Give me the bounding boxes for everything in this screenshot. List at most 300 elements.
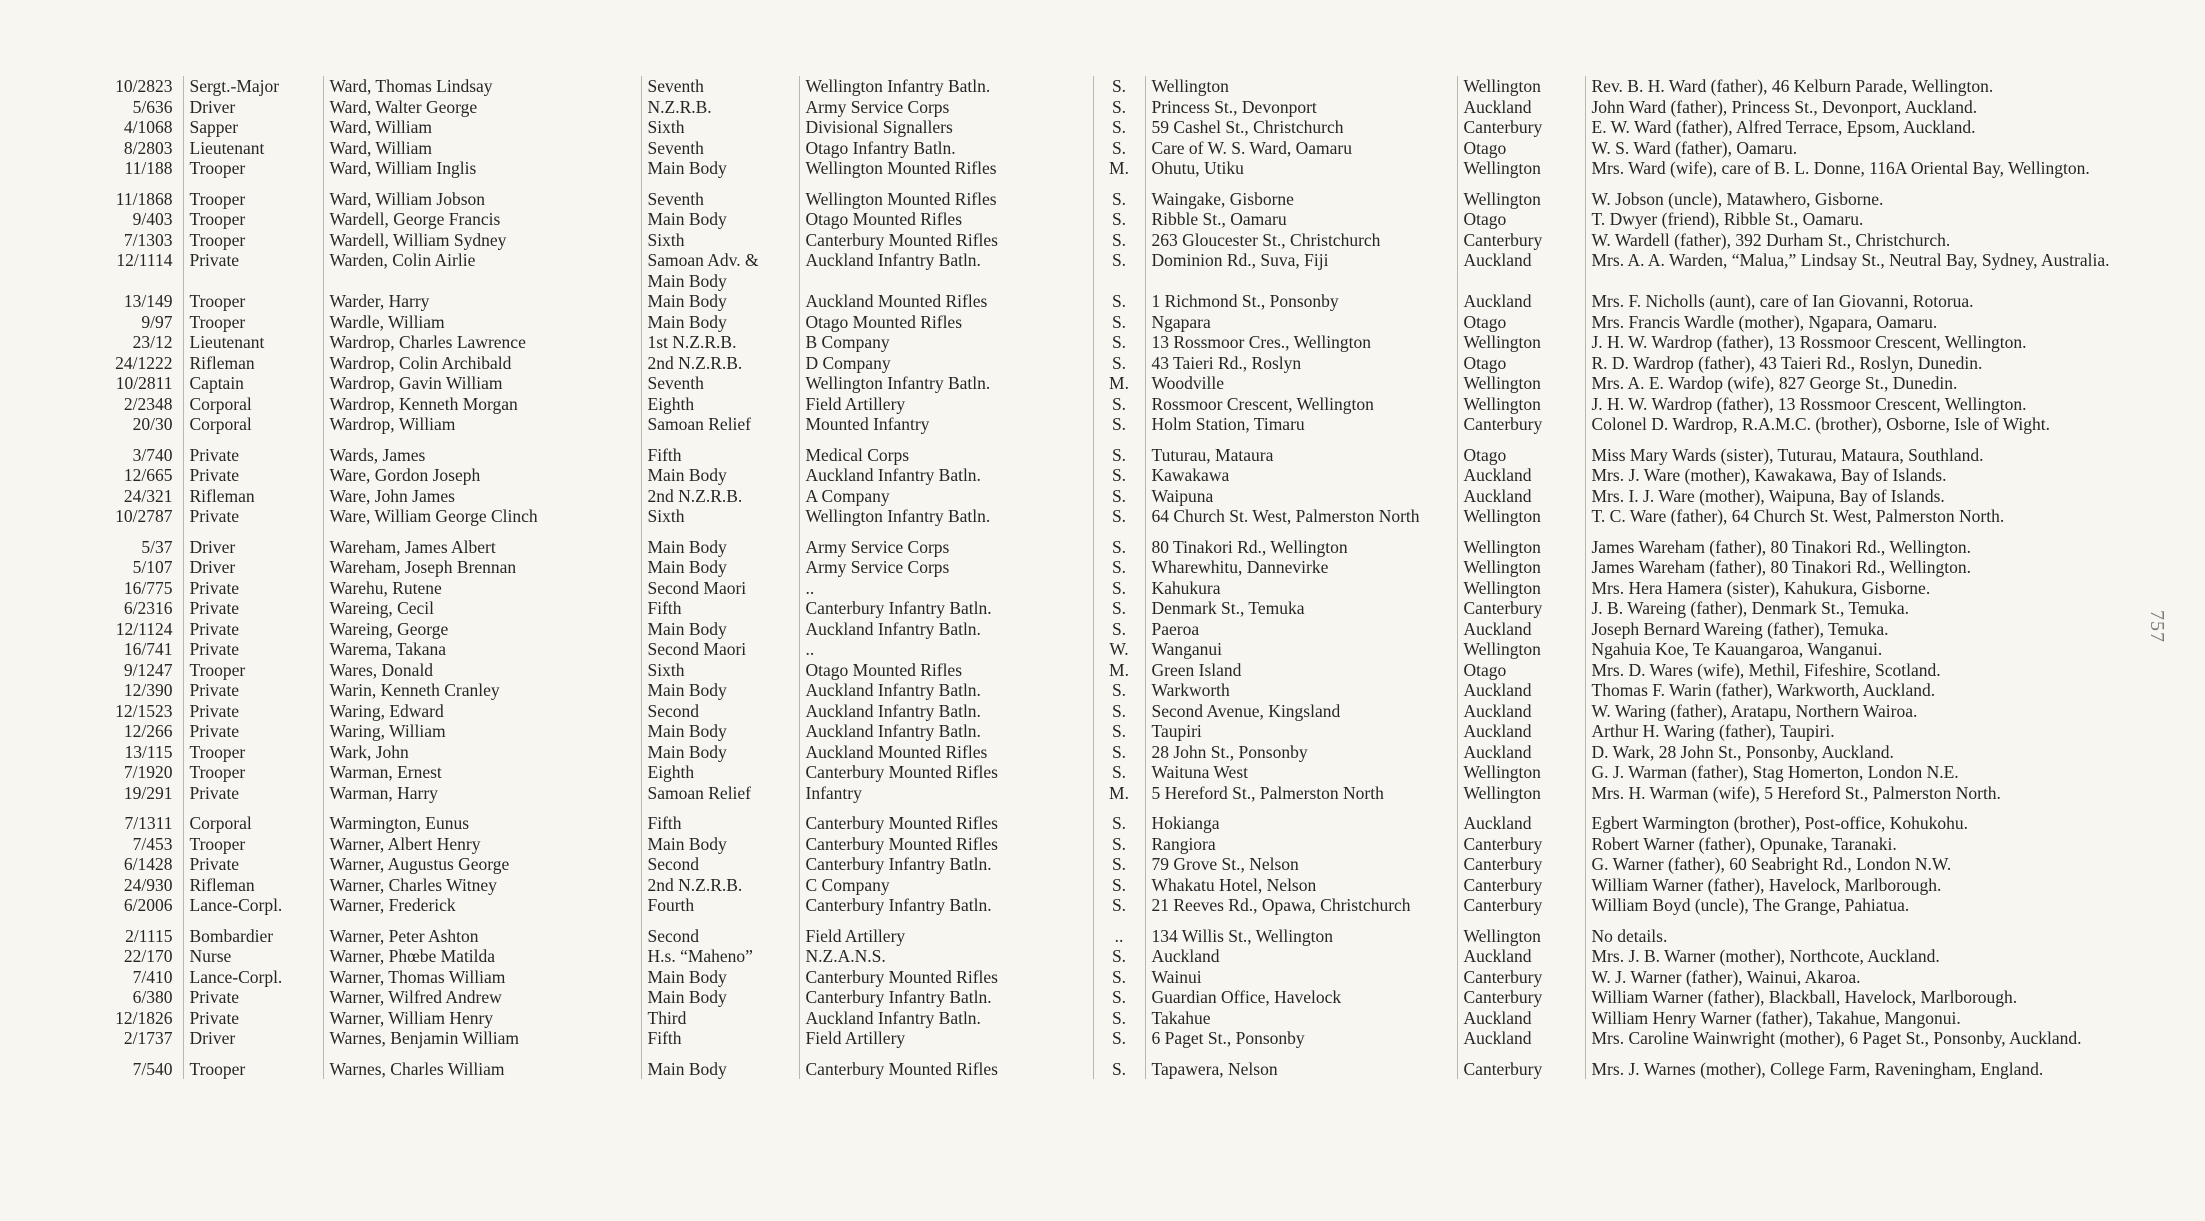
service-number-cell: 12/665	[85, 465, 183, 486]
service-number-cell: 10/2787	[85, 506, 183, 527]
unit-cell: Wellington Mounted Rifles	[799, 158, 1093, 179]
unit-cell: Canterbury Mounted Rifles	[799, 967, 1093, 988]
marital-status-cell: S.	[1093, 946, 1145, 967]
draft-cell: 1st N.Z.R.B.	[641, 332, 799, 353]
marital-status-cell: S.	[1093, 353, 1145, 374]
district-cell: Canterbury	[1457, 1049, 1585, 1080]
service-number-cell: 2/1737	[85, 1028, 183, 1049]
next-of-kin-cell: William Warner (father), Blackball, Havelock, Marlborough.	[1591, 987, 2018, 1007]
marital-status-cell: S.	[1093, 721, 1145, 742]
marital-status-cell: S.	[1093, 1049, 1145, 1080]
unit-cell: Mounted Infantry	[799, 414, 1093, 435]
nominal-roll-table	[85, 76, 2140, 1079]
address-cell: Waipuna	[1145, 486, 1457, 507]
table-row	[85, 250, 2140, 291]
table-row	[85, 854, 2140, 875]
address-cell: Green Island	[1145, 660, 1457, 681]
marital-status-cell: M.	[1093, 158, 1145, 179]
draft-cell: Main Body	[641, 527, 799, 558]
address-cell: Holm Station, Timaru	[1145, 414, 1457, 435]
table-row	[85, 557, 2140, 578]
soldier-name-cell: Warnes, Charles William	[323, 1049, 641, 1080]
table-row	[85, 506, 2140, 527]
district-cell: Auckland	[1457, 97, 1585, 118]
page-number: 757	[2146, 610, 2168, 643]
rank-cell: Corporal	[183, 394, 323, 415]
soldier-name-cell: Warehu, Rutene	[323, 578, 641, 599]
address-cell: 80 Tinakori Rd., Wellington	[1145, 527, 1457, 558]
table-row	[85, 117, 2140, 138]
next-of-kin-cell: No details.	[1591, 925, 1668, 946]
draft-cell: Eighth	[641, 762, 799, 783]
next-of-kin-cell: William Henry Warner (father), Takahue, Mangonui.	[1591, 1007, 1961, 1028]
rank-cell: Private	[183, 854, 323, 875]
table-row	[85, 834, 2140, 855]
rank-cell: Trooper	[183, 209, 323, 230]
address-cell: Wellington	[1145, 76, 1457, 97]
draft-cell: Second	[641, 916, 799, 947]
rank-cell: Captain	[183, 373, 323, 394]
unit-cell: Field Artillery	[799, 916, 1093, 947]
soldier-name-cell: Warner, Augustus George	[323, 854, 641, 875]
draft-cell: Main Body	[641, 158, 799, 179]
draft-cell: Main Body	[641, 1049, 799, 1080]
unit-cell: A Company	[799, 486, 1093, 507]
address-cell: 263 Gloucester St., Christchurch	[1145, 230, 1457, 251]
district-cell: Auckland	[1457, 680, 1585, 701]
unit-cell: ..	[799, 578, 1093, 599]
soldier-name-cell: Ware, William George Clinch	[323, 506, 641, 527]
district-cell: Auckland	[1457, 486, 1585, 507]
marital-status-cell: S.	[1093, 332, 1145, 353]
rank-cell: Lieutenant	[183, 332, 323, 353]
soldier-name-cell: Ward, William Jobson	[323, 179, 641, 210]
district-cell: Auckland	[1457, 701, 1585, 722]
next-of-kin-cell: James Wareham (father), 80 Tinakori Rd., Wellington.	[1591, 557, 1972, 577]
service-number-cell: 20/30	[85, 414, 183, 435]
next-of-kin-cell: Mrs. F. Nicholls (aunt), care of Ian Giovanni, Rotorua.	[1591, 291, 1974, 311]
marital-status-cell: S.	[1093, 414, 1145, 435]
unit-cell: Canterbury Infantry Batln.	[799, 987, 1093, 1008]
address-cell: Waituna West	[1145, 762, 1457, 783]
unit-cell: Canterbury Mounted Rifles	[799, 803, 1093, 834]
marital-status-cell: S.	[1093, 435, 1145, 466]
soldier-name-cell: Wark, John	[323, 742, 641, 763]
address-cell: Dominion Rd., Suva, Fiji	[1145, 250, 1457, 291]
rank-cell: Driver	[183, 527, 323, 558]
rank-cell: Rifleman	[183, 353, 323, 374]
marital-status-cell: M.	[1093, 373, 1145, 394]
next-of-kin-cell: Mrs. D. Wares (wife), Methil, Fifeshire, Scotland.	[1591, 659, 1941, 680]
unit-cell: Otago Mounted Rifles	[799, 209, 1093, 230]
district-cell: Auckland	[1457, 803, 1585, 834]
soldier-name-cell: Ware, John James	[323, 486, 641, 507]
service-number-cell: 24/930	[85, 875, 183, 896]
draft-cell: Samoan Relief	[641, 414, 799, 435]
soldier-name-cell: Warin, Kenneth Cranley	[323, 680, 641, 701]
address-cell: 134 Willis St., Wellington	[1145, 916, 1457, 947]
soldier-name-cell: Warner, Wilfred Andrew	[323, 987, 641, 1008]
district-cell: Wellington	[1457, 527, 1585, 558]
draft-cell: Seventh	[641, 179, 799, 210]
rank-cell: Private	[183, 680, 323, 701]
soldier-name-cell: Ward, Walter George	[323, 97, 641, 118]
rank-cell: Sergt.-Major	[183, 76, 323, 97]
district-cell: Auckland	[1457, 1008, 1585, 1029]
next-of-kin-cell: D. Wark, 28 John St., Ponsonby, Auckland.	[1591, 741, 1894, 762]
address-cell: Whakatu Hotel, Nelson	[1145, 875, 1457, 896]
address-cell: Warkworth	[1145, 680, 1457, 701]
service-number-cell: 23/12	[85, 332, 183, 353]
address-cell: 43 Taieri Rd., Roslyn	[1145, 353, 1457, 374]
marital-status-cell: S.	[1093, 803, 1145, 834]
rank-cell: Private	[183, 639, 323, 660]
soldier-name-cell: Warner, Frederick	[323, 895, 641, 916]
service-number-cell: 4/1068	[85, 117, 183, 138]
district-cell: Otago	[1457, 312, 1585, 333]
draft-cell: Main Body	[641, 557, 799, 578]
district-cell: Wellington	[1457, 783, 1585, 804]
unit-cell: Wellington Infantry Batln.	[799, 76, 1093, 97]
unit-cell: N.Z.A.N.S.	[799, 946, 1093, 967]
service-number-cell: 16/775	[85, 578, 183, 599]
table-row	[85, 209, 2140, 230]
marital-status-cell: S.	[1093, 1008, 1145, 1029]
marital-status-cell: S.	[1093, 1028, 1145, 1049]
district-cell: Wellington	[1457, 916, 1585, 947]
table-row	[85, 783, 2140, 804]
district-cell: Auckland	[1457, 250, 1585, 291]
unit-cell: Auckland Infantry Batln.	[799, 680, 1093, 701]
address-cell: 5 Hereford St., Palmerston North	[1145, 783, 1457, 804]
draft-cell: Main Body	[641, 742, 799, 763]
service-number-cell: 10/2811	[85, 373, 183, 394]
draft-cell: 2nd N.Z.R.B.	[641, 486, 799, 507]
marital-status-cell: S.	[1093, 619, 1145, 640]
address-cell: Second Avenue, Kingsland	[1145, 701, 1457, 722]
soldier-name-cell: Warmington, Eunus	[323, 803, 641, 834]
marital-status-cell: S.	[1093, 854, 1145, 875]
district-cell: Auckland	[1457, 946, 1585, 967]
next-of-kin-cell: G. J. Warman (father), Stag Homerton, London N.E.	[1591, 762, 1959, 782]
rank-cell: Trooper	[183, 1049, 323, 1080]
soldier-name-cell: Ward, William	[323, 138, 641, 159]
unit-cell: Canterbury Mounted Rifles	[799, 762, 1093, 783]
address-cell: Auckland	[1145, 946, 1457, 967]
marital-status-cell: S.	[1093, 895, 1145, 916]
soldier-name-cell: Wareham, James Albert	[323, 527, 641, 558]
address-cell: Denmark St., Temuka	[1145, 598, 1457, 619]
soldier-name-cell: Warman, Ernest	[323, 762, 641, 783]
soldier-name-cell: Wareham, Joseph Brennan	[323, 557, 641, 578]
marital-status-cell: ..	[1093, 916, 1145, 947]
service-number-cell: 10/2823	[85, 76, 183, 97]
rank-cell: Private	[183, 783, 323, 804]
draft-cell: 2nd N.Z.R.B.	[641, 353, 799, 374]
rank-cell: Trooper	[183, 742, 323, 763]
unit-cell: Auckland Mounted Rifles	[799, 291, 1093, 312]
rank-cell: Private	[183, 465, 323, 486]
draft-cell: Seventh	[641, 76, 799, 97]
soldier-name-cell: Ward, Thomas Lindsay	[323, 76, 641, 97]
marital-status-cell: S.	[1093, 250, 1145, 291]
service-number-cell: 12/266	[85, 721, 183, 742]
draft-cell: Fifth	[641, 435, 799, 466]
district-cell: Canterbury	[1457, 598, 1585, 619]
unit-cell: Field Artillery	[799, 1028, 1093, 1049]
service-number-cell: 7/1303	[85, 230, 183, 251]
draft-cell: Sixth	[641, 506, 799, 527]
rank-cell: Corporal	[183, 803, 323, 834]
table-row	[85, 332, 2140, 353]
unit-cell: Auckland Infantry Batln.	[799, 701, 1093, 722]
address-cell: Kawakawa	[1145, 465, 1457, 486]
marital-status-cell: S.	[1093, 967, 1145, 988]
district-cell: Canterbury	[1457, 895, 1585, 916]
marital-status-cell: S.	[1093, 578, 1145, 599]
service-number-cell: 2/1115	[85, 916, 183, 947]
next-of-kin-cell: J. B. Wareing (father), Denmark St., Temuka.	[1591, 598, 1909, 618]
table-row	[85, 291, 2140, 312]
address-cell: Princess St., Devonport	[1145, 97, 1457, 118]
next-of-kin-cell: W. J. Warner (father), Wainui, Akaroa.	[1591, 966, 1861, 987]
table-row	[85, 680, 2140, 701]
marital-status-cell: S.	[1093, 209, 1145, 230]
service-number-cell: 24/1222	[85, 353, 183, 374]
address-cell: 21 Reeves Rd., Opawa, Christchurch	[1145, 895, 1457, 916]
rank-cell: Trooper	[183, 230, 323, 251]
table-row	[85, 138, 2140, 159]
soldier-name-cell: Warder, Harry	[323, 291, 641, 312]
service-number-cell: 7/1920	[85, 762, 183, 783]
unit-cell: Canterbury Infantry Batln.	[799, 598, 1093, 619]
next-of-kin-cell: G. Warner (father), 60 Seabright Rd., London N.W.	[1591, 854, 1952, 874]
table-row	[85, 353, 2140, 374]
unit-cell: B Company	[799, 332, 1093, 353]
service-number-cell: 5/107	[85, 557, 183, 578]
district-cell: Otago	[1457, 435, 1585, 466]
soldier-name-cell: Ward, William Inglis	[323, 158, 641, 179]
unit-cell: Canterbury Infantry Batln.	[799, 854, 1093, 875]
rank-cell: Rifleman	[183, 875, 323, 896]
unit-cell: C Company	[799, 875, 1093, 896]
address-cell: 13 Rossmoor Cres., Wellington	[1145, 332, 1457, 353]
rank-cell: Driver	[183, 557, 323, 578]
next-of-kin-cell: Colonel D. Wardrop, R.A.M.C. (brother), Osborne, Isle of Wight.	[1591, 414, 2050, 434]
draft-cell: Main Body	[641, 834, 799, 855]
next-of-kin-cell: Mrs. Ward (wife), care of B. L. Donne, 116A Oriental Bay, Wellington.	[1591, 158, 2090, 178]
rank-cell: Trooper	[183, 291, 323, 312]
draft-cell: 2nd N.Z.R.B.	[641, 875, 799, 896]
next-of-kin-cell: Mrs. H. Warman (wife), 5 Hereford St., Palmerston North.	[1591, 782, 2001, 803]
next-of-kin-cell: T. C. Ware (father), 64 Church St. West, Palmerston North.	[1591, 506, 2005, 526]
address-cell: Ribble St., Oamaru	[1145, 209, 1457, 230]
next-of-kin-cell: J. H. W. Wardrop (father), 13 Rossmoor Crescent, Wellington.	[1591, 393, 2027, 414]
next-of-kin-cell: Mrs. I. J. Ware (mother), Waipuna, Bay of Islands.	[1591, 485, 1945, 506]
draft-cell: Main Body	[641, 465, 799, 486]
marital-status-cell: S.	[1093, 312, 1145, 333]
next-of-kin-cell: Mrs. Caroline Wainwright (mother), 6 Paget St., Ponsonby, Auckland.	[1591, 1028, 2082, 1048]
soldier-name-cell: Warner, Albert Henry	[323, 834, 641, 855]
service-number-cell: 7/453	[85, 834, 183, 855]
district-cell: Otago	[1457, 209, 1585, 230]
table-row	[85, 465, 2140, 486]
service-number-cell: 6/2006	[85, 895, 183, 916]
address-cell: Wharewhitu, Dannevirke	[1145, 557, 1457, 578]
unit-cell: Auckland Mounted Rifles	[799, 742, 1093, 763]
table-row	[85, 946, 2140, 967]
district-cell: Otago	[1457, 660, 1585, 681]
nominal-roll-body	[85, 76, 2140, 1079]
address-cell: Wainui	[1145, 967, 1457, 988]
draft-cell: Seventh	[641, 373, 799, 394]
district-cell: Wellington	[1457, 506, 1585, 527]
marital-status-cell: S.	[1093, 506, 1145, 527]
next-of-kin-cell: T. Dwyer (friend), Ribble St., Oamaru.	[1591, 209, 1864, 229]
rank-cell: Driver	[183, 1028, 323, 1049]
soldier-name-cell: Warner, Peter Ashton	[323, 916, 641, 947]
marital-status-cell: W.	[1093, 639, 1145, 660]
draft-cell: N.Z.R.B.	[641, 97, 799, 118]
draft-cell: H.s. “Maheno”	[641, 946, 799, 967]
service-number-cell: 19/291	[85, 783, 183, 804]
next-of-kin-cell: Mrs. Hera Hamera (sister), Kahukura, Gisborne.	[1591, 577, 1931, 598]
next-of-kin-cell: W. Wardell (father), 392 Durham St., Christchurch.	[1591, 229, 1951, 250]
district-cell: Auckland	[1457, 465, 1585, 486]
marital-status-cell: M.	[1093, 783, 1145, 804]
unit-cell: Otago Mounted Rifles	[799, 660, 1093, 681]
next-of-kin-cell: Mrs. A. A. Warden, “Malua,” Lindsay St., Neutral Bay, Sydney, Australia.	[1591, 250, 2110, 270]
marital-status-cell: S.	[1093, 527, 1145, 558]
draft-cell: Eighth	[641, 394, 799, 415]
service-number-cell: 16/741	[85, 639, 183, 660]
rank-cell: Corporal	[183, 414, 323, 435]
service-number-cell: 6/380	[85, 987, 183, 1008]
draft-cell: Second	[641, 701, 799, 722]
rank-cell: Lance-Corpl.	[183, 967, 323, 988]
district-cell: Wellington	[1457, 394, 1585, 415]
next-of-kin-cell: James Wareham (father), 80 Tinakori Rd., Wellington.	[1591, 536, 1972, 557]
table-row	[85, 1028, 2140, 1049]
soldier-name-cell: Wardle, William	[323, 312, 641, 333]
unit-cell: Infantry	[799, 783, 1093, 804]
district-cell: Canterbury	[1457, 967, 1585, 988]
address-cell: Woodville	[1145, 373, 1457, 394]
draft-cell: Third	[641, 1008, 799, 1029]
unit-cell: Medical Corps	[799, 435, 1093, 466]
table-row	[85, 97, 2140, 118]
table-row	[85, 158, 2140, 179]
unit-cell: Auckland Infantry Batln.	[799, 619, 1093, 640]
marital-status-cell: S.	[1093, 230, 1145, 251]
service-number-cell: 13/115	[85, 742, 183, 763]
table-row	[85, 179, 2140, 210]
draft-cell: Seventh	[641, 138, 799, 159]
next-of-kin-cell: William Warner (father), Havelock, Marlborough.	[1591, 874, 1942, 895]
table-row	[85, 895, 2140, 916]
rank-cell: Private	[183, 506, 323, 527]
table-row	[85, 721, 2140, 742]
address-cell: 64 Church St. West, Palmerston North	[1145, 506, 1457, 527]
address-cell: Takahue	[1145, 1008, 1457, 1029]
address-cell: Tuturau, Mataura	[1145, 435, 1457, 466]
next-of-kin-cell: W. Jobson (uncle), Matawhero, Gisborne.	[1591, 188, 1884, 209]
address-cell: Kahukura	[1145, 578, 1457, 599]
rank-cell: Private	[183, 598, 323, 619]
district-cell: Wellington	[1457, 578, 1585, 599]
draft-cell: Samoan Adv. & Main Body	[641, 250, 799, 291]
marital-status-cell: S.	[1093, 701, 1145, 722]
rank-cell: Bombardier	[183, 916, 323, 947]
next-of-kin-cell: Miss Mary Wards (sister), Tuturau, Mataura, Southland.	[1591, 444, 1984, 465]
soldier-name-cell: Wareing, George	[323, 619, 641, 640]
service-number-cell: 5/636	[85, 97, 183, 118]
district-cell: Auckland	[1457, 742, 1585, 763]
district-cell: Wellington	[1457, 76, 1585, 97]
address-cell: Ngapara	[1145, 312, 1457, 333]
table-row	[85, 598, 2140, 619]
service-number-cell: 5/37	[85, 527, 183, 558]
service-number-cell: 7/540	[85, 1049, 183, 1080]
next-of-kin-cell: J. H. W. Wardrop (father), 13 Rossmoor Crescent, Wellington.	[1591, 332, 2027, 352]
unit-cell: Divisional Signallers	[799, 117, 1093, 138]
soldier-name-cell: Wardrop, Colin Archibald	[323, 353, 641, 374]
district-cell: Canterbury	[1457, 230, 1585, 251]
table-row	[85, 1008, 2140, 1029]
next-of-kin-cell: John Ward (father), Princess St., Devonport, Auckland.	[1591, 96, 1978, 117]
table-row	[85, 619, 2140, 640]
table-row	[85, 435, 2140, 466]
address-cell: Guardian Office, Havelock	[1145, 987, 1457, 1008]
service-number-cell: 9/1247	[85, 660, 183, 681]
unit-cell: Canterbury Mounted Rifles	[799, 1049, 1093, 1080]
unit-cell: Canterbury Infantry Batln.	[799, 895, 1093, 916]
district-cell: Wellington	[1457, 762, 1585, 783]
unit-cell: Otago Infantry Batln.	[799, 138, 1093, 159]
next-of-kin-cell: Robert Warner (father), Opunake, Taranaki.	[1591, 833, 1897, 854]
service-number-cell: 6/1428	[85, 854, 183, 875]
next-of-kin-cell: Arthur H. Waring (father), Taupiri.	[1591, 721, 1835, 741]
soldier-name-cell: Warman, Harry	[323, 783, 641, 804]
marital-status-cell: S.	[1093, 97, 1145, 118]
rank-cell: Rifleman	[183, 486, 323, 507]
table-row	[85, 312, 2140, 333]
service-number-cell: 7/410	[85, 967, 183, 988]
draft-cell: Second Maori	[641, 639, 799, 660]
unit-cell: Army Service Corps	[799, 97, 1093, 118]
rank-cell: Private	[183, 1008, 323, 1029]
next-of-kin-cell: Mrs. J. Ware (mother), Kawakawa, Bay of Islands.	[1591, 465, 1947, 485]
table-row	[85, 394, 2140, 415]
table-row	[85, 987, 2140, 1008]
draft-cell: Main Body	[641, 619, 799, 640]
unit-cell: Wellington Mounted Rifles	[799, 179, 1093, 210]
address-cell: Care of W. S. Ward, Oamaru	[1145, 138, 1457, 159]
table-row	[85, 916, 2140, 947]
rank-cell: Driver	[183, 97, 323, 118]
district-cell: Canterbury	[1457, 987, 1585, 1008]
district-cell: Wellington	[1457, 639, 1585, 660]
unit-cell: Field Artillery	[799, 394, 1093, 415]
unit-cell: Army Service Corps	[799, 527, 1093, 558]
table-row	[85, 414, 2140, 435]
district-cell: Auckland	[1457, 619, 1585, 640]
soldier-name-cell: Wareing, Cecil	[323, 598, 641, 619]
service-number-cell: 12/1523	[85, 701, 183, 722]
marital-status-cell: S.	[1093, 394, 1145, 415]
soldier-name-cell: Wardell, George Francis	[323, 209, 641, 230]
table-row	[85, 701, 2140, 722]
